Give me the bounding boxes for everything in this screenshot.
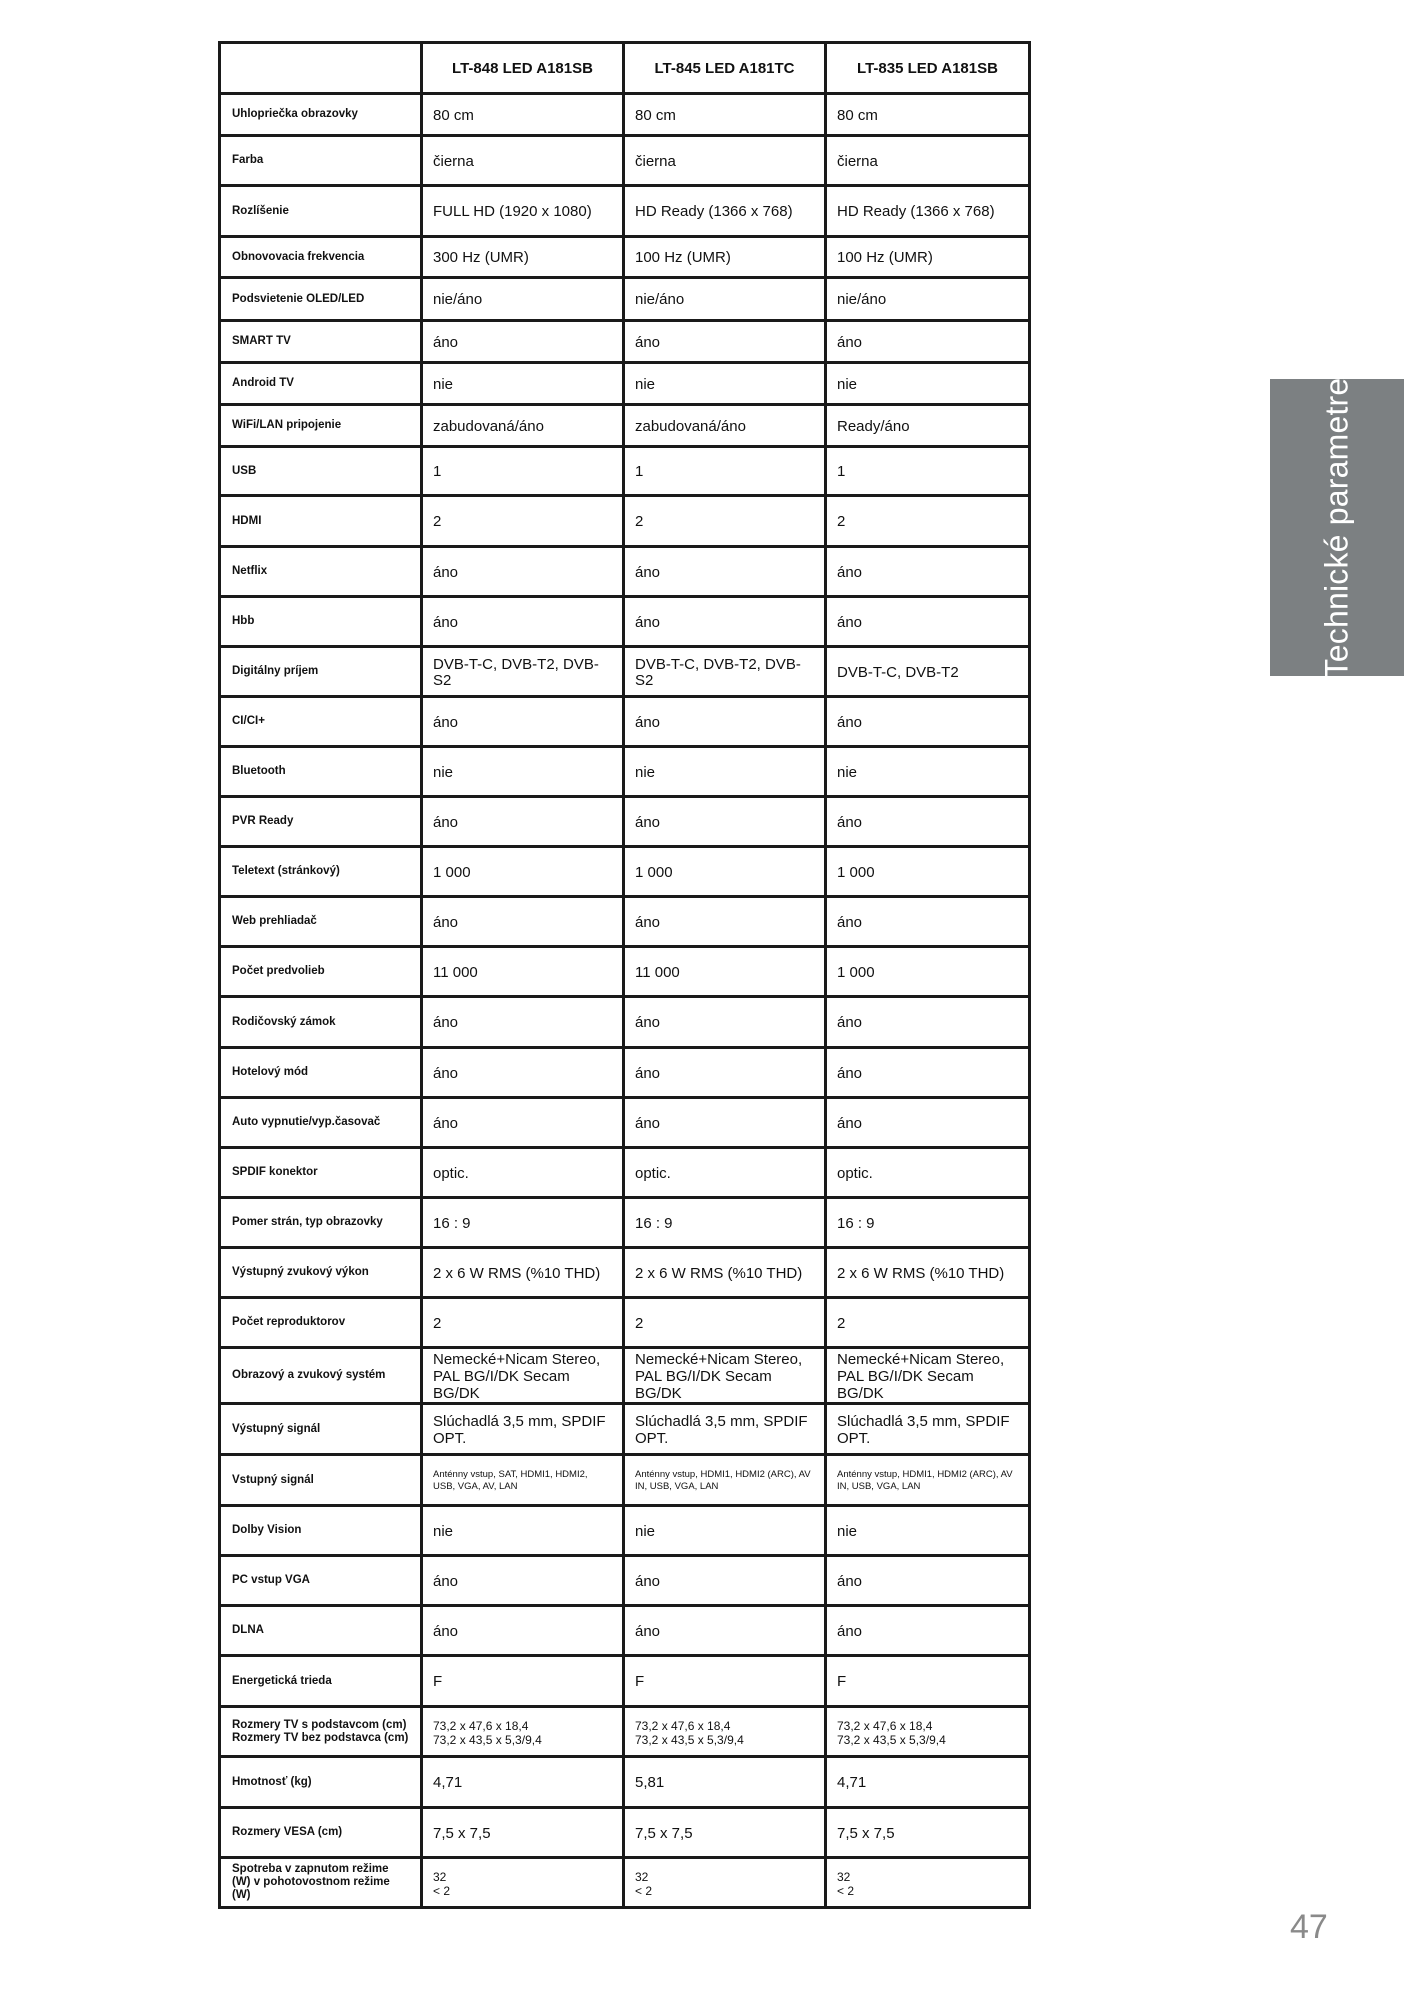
row-value-model-2: 73,2 x 47,6 x 18,4 73,2 x 43,5 x 5,3/9,4: [624, 1707, 826, 1757]
table-row: [220, 1556, 1030, 1606]
table-row: [220, 1148, 1030, 1198]
row-value-model-2: zabudovaná/áno: [624, 405, 826, 447]
row-value-model-3: 1 000: [826, 947, 1030, 997]
row-value-model-1: optic.: [422, 1148, 624, 1198]
row-label: Pomer strán, typ obrazovky: [220, 1198, 422, 1248]
row-label: DLNA: [220, 1606, 422, 1656]
row-value-model-3: Nemecké+Nicam Stereo, PAL BG/I/DK Secam BG/DK: [826, 1348, 1030, 1404]
table-row: [220, 278, 1030, 321]
row-label: PC vstup VGA: [220, 1556, 422, 1606]
row-value-model-2: Anténny vstup, HDMI1, HDMI2 (ARC), AV IN, USB, VGA, LAN: [624, 1455, 826, 1506]
row-value-model-2: áno: [624, 1556, 826, 1606]
row-value-model-3: F: [826, 1656, 1030, 1707]
row-value-model-2: 7,5 x 7,5: [624, 1808, 826, 1858]
row-label: SPDIF konektor: [220, 1148, 422, 1198]
row-label: Obnovovacia frekvencia: [220, 237, 422, 278]
row-value-model-2: 5,81: [624, 1757, 826, 1808]
table-row: [220, 597, 1030, 647]
table-row: [220, 1298, 1030, 1348]
table-row: [220, 1404, 1030, 1455]
row-value-model-1: áno: [422, 897, 624, 947]
row-value-model-2: áno: [624, 1048, 826, 1098]
row-label: Obrazový a zvukový systém: [220, 1348, 422, 1404]
side-tab: [1270, 379, 1404, 676]
row-value-model-2: 11 000: [624, 947, 826, 997]
row-label: Výstupný zvukový výkon: [220, 1248, 422, 1298]
row-value-model-2: áno: [624, 321, 826, 363]
row-label: Vstupný signál: [220, 1455, 422, 1506]
row-value-model-1: áno: [422, 797, 624, 847]
row-value-model-3: áno: [826, 997, 1030, 1048]
table-row: [220, 847, 1030, 897]
row-value-model-2: nie: [624, 363, 826, 405]
row-value-model-3: optic.: [826, 1148, 1030, 1198]
row-value-model-3: nie: [826, 1506, 1030, 1556]
row-label: Netflix: [220, 547, 422, 597]
row-value-model-1: F: [422, 1656, 624, 1707]
table-row: [220, 1757, 1030, 1808]
row-value-model-1: áno: [422, 1048, 624, 1098]
row-label: Hotelový mód: [220, 1048, 422, 1098]
row-value-model-3: 2: [826, 496, 1030, 547]
row-label: Energetická trieda: [220, 1656, 422, 1707]
table-row: [220, 547, 1030, 597]
row-label: Výstupný signál: [220, 1404, 422, 1455]
row-value-model-2: áno: [624, 547, 826, 597]
row-value-model-2: áno: [624, 1606, 826, 1656]
spec-table: [218, 41, 1031, 1909]
table-row: [220, 1048, 1030, 1098]
row-value-model-1: 2: [422, 496, 624, 547]
row-value-model-3: Slúchadlá 3,5 mm, SPDIF OPT.: [826, 1404, 1030, 1455]
row-value-model-3: Anténny vstup, HDMI1, HDMI2 (ARC), AV IN, USB, VGA, LAN: [826, 1455, 1030, 1506]
row-value-model-3: áno: [826, 547, 1030, 597]
row-value-model-1: nie/áno: [422, 278, 624, 321]
row-value-model-1: áno: [422, 321, 624, 363]
row-value-model-2: 2 x 6 W RMS (%10 THD): [624, 1248, 826, 1298]
row-label: Android TV: [220, 363, 422, 405]
row-value-model-3: nie: [826, 363, 1030, 405]
row-value-model-1: nie: [422, 747, 624, 797]
table-row: [220, 363, 1030, 405]
row-label: PVR Ready: [220, 797, 422, 847]
row-value-model-1: 2 x 6 W RMS (%10 THD): [422, 1248, 624, 1298]
row-value-model-3: 73,2 x 47,6 x 18,4 73,2 x 43,5 x 5,3/9,4: [826, 1707, 1030, 1757]
row-label: Spotreba v zapnutom režime (W) v pohotovostnom režime (W): [220, 1858, 422, 1908]
row-label: Bluetooth: [220, 747, 422, 797]
row-value-model-1: DVB-T-C, DVB-T2, DVB-S2: [422, 647, 624, 697]
header-model-2: LT-845 LED A181TC: [624, 43, 826, 94]
row-value-model-3: áno: [826, 1098, 1030, 1148]
row-value-model-2: 2: [624, 496, 826, 547]
row-label: Rodičovský zámok: [220, 997, 422, 1048]
row-value-model-3: nie/áno: [826, 278, 1030, 321]
row-value-model-1: Anténny vstup, SAT, HDMI1, HDMI2, USB, VGA, AV, LAN: [422, 1455, 624, 1506]
row-value-model-3: HD Ready (1366 x 768): [826, 186, 1030, 237]
header-model-1: LT-848 LED A181SB: [422, 43, 624, 94]
spec-body: [220, 94, 1030, 1908]
table-row: [220, 647, 1030, 697]
row-value-model-2: 16 : 9: [624, 1198, 826, 1248]
row-value-model-1: 2: [422, 1298, 624, 1348]
side-tab-label: Technické parametre: [1318, 377, 1355, 678]
row-value-model-2: HD Ready (1366 x 768): [624, 186, 826, 237]
row-value-model-3: áno: [826, 1048, 1030, 1098]
row-label: Rozlíšenie: [220, 186, 422, 237]
table-row: [220, 1348, 1030, 1404]
row-label: Rozmery VESA (cm): [220, 1808, 422, 1858]
row-label: SMART TV: [220, 321, 422, 363]
table-header-row: [220, 43, 1030, 94]
row-value-model-3: 32 < 2: [826, 1858, 1030, 1908]
row-value-model-3: 100 Hz (UMR): [826, 237, 1030, 278]
row-value-model-2: F: [624, 1656, 826, 1707]
row-value-model-1: nie: [422, 1506, 624, 1556]
table-row: [220, 1098, 1030, 1148]
row-value-model-1: 1 000: [422, 847, 624, 897]
row-value-model-3: 16 : 9: [826, 1198, 1030, 1248]
row-value-model-1: 4,71: [422, 1757, 624, 1808]
row-value-model-3: 1 000: [826, 847, 1030, 897]
row-label: USB: [220, 447, 422, 496]
row-value-model-1: áno: [422, 997, 624, 1048]
row-value-model-2: 1 000: [624, 847, 826, 897]
table-row: [220, 747, 1030, 797]
row-value-model-1: 73,2 x 47,6 x 18,4 73,2 x 43,5 x 5,3/9,4: [422, 1707, 624, 1757]
row-value-model-1: áno: [422, 1098, 624, 1148]
row-label: CI/CI+: [220, 697, 422, 747]
row-label: Dolby Vision: [220, 1506, 422, 1556]
row-value-model-3: áno: [826, 1606, 1030, 1656]
table-row: [220, 947, 1030, 997]
row-value-model-2: DVB-T-C, DVB-T2, DVB-S2: [624, 647, 826, 697]
row-label: Auto vypnutie/vyp.časovač: [220, 1098, 422, 1148]
table-row: [220, 186, 1030, 237]
row-value-model-3: 4,71: [826, 1757, 1030, 1808]
row-value-model-2: áno: [624, 1098, 826, 1148]
header-model-3: LT-835 LED A181SB: [826, 43, 1030, 94]
row-value-model-1: 7,5 x 7,5: [422, 1808, 624, 1858]
row-value-model-1: 1: [422, 447, 624, 496]
table-row: [220, 697, 1030, 747]
table-row: [220, 447, 1030, 496]
table-row: [220, 405, 1030, 447]
row-value-model-1: čierna: [422, 136, 624, 186]
row-value-model-2: nie: [624, 1506, 826, 1556]
table-row: [220, 897, 1030, 947]
row-label: Uhlopriečka obrazovky: [220, 94, 422, 136]
table-row: [220, 1506, 1030, 1556]
row-value-model-2: 32 < 2: [624, 1858, 826, 1908]
row-value-model-2: áno: [624, 897, 826, 947]
row-value-model-1: 32 < 2: [422, 1858, 624, 1908]
row-label: Počet predvolieb: [220, 947, 422, 997]
table-row: [220, 1808, 1030, 1858]
table-row: [220, 237, 1030, 278]
row-label: Farba: [220, 136, 422, 186]
row-value-model-3: áno: [826, 697, 1030, 747]
row-label: Teletext (stránkový): [220, 847, 422, 897]
table-row: [220, 94, 1030, 136]
table-row: [220, 997, 1030, 1048]
row-value-model-1: 80 cm: [422, 94, 624, 136]
row-value-model-1: Nemecké+Nicam Stereo, PAL BG/I/DK Secam BG/DK: [422, 1348, 624, 1404]
table-row: [220, 1248, 1030, 1298]
row-value-model-3: 1: [826, 447, 1030, 496]
row-value-model-3: áno: [826, 1556, 1030, 1606]
row-value-model-1: nie: [422, 363, 624, 405]
row-label: Podsvietenie OLED/LED: [220, 278, 422, 321]
row-value-model-2: 2: [624, 1298, 826, 1348]
page-number: 47: [1290, 1908, 1328, 1946]
row-value-model-1: Slúchadlá 3,5 mm, SPDIF OPT.: [422, 1404, 624, 1455]
row-label: Rozmery TV s podstavcom (cm) Rozmery TV bez podstavca (cm): [220, 1707, 422, 1757]
row-value-model-2: 1: [624, 447, 826, 496]
row-label: Digitálny príjem: [220, 647, 422, 697]
row-value-model-2: áno: [624, 697, 826, 747]
row-value-model-1: 11 000: [422, 947, 624, 997]
row-value-model-2: nie: [624, 747, 826, 797]
row-value-model-2: 80 cm: [624, 94, 826, 136]
row-value-model-3: 2 x 6 W RMS (%10 THD): [826, 1248, 1030, 1298]
row-value-model-2: Slúchadlá 3,5 mm, SPDIF OPT.: [624, 1404, 826, 1455]
row-label: Web prehliadač: [220, 897, 422, 947]
row-value-model-1: 16 : 9: [422, 1198, 624, 1248]
row-value-model-3: 80 cm: [826, 94, 1030, 136]
row-value-model-1: áno: [422, 547, 624, 597]
row-value-model-1: áno: [422, 597, 624, 647]
row-value-model-2: čierna: [624, 136, 826, 186]
row-label: Hbb: [220, 597, 422, 647]
table-row: [220, 136, 1030, 186]
row-value-model-2: optic.: [624, 1148, 826, 1198]
table-row: [220, 1198, 1030, 1248]
header-empty: [220, 43, 422, 94]
row-value-model-1: 300 Hz (UMR): [422, 237, 624, 278]
row-value-model-1: áno: [422, 697, 624, 747]
row-value-model-3: nie: [826, 747, 1030, 797]
row-label: Počet reproduktorov: [220, 1298, 422, 1348]
table-row: [220, 496, 1030, 547]
row-value-model-3: čierna: [826, 136, 1030, 186]
row-value-model-2: áno: [624, 797, 826, 847]
row-value-model-3: 2: [826, 1298, 1030, 1348]
row-label: HDMI: [220, 496, 422, 547]
row-value-model-3: Ready/áno: [826, 405, 1030, 447]
row-label: WiFi/LAN pripojenie: [220, 405, 422, 447]
row-value-model-2: nie/áno: [624, 278, 826, 321]
row-value-model-1: áno: [422, 1606, 624, 1656]
table-row: [220, 1656, 1030, 1707]
row-value-model-3: áno: [826, 797, 1030, 847]
row-value-model-3: áno: [826, 897, 1030, 947]
row-value-model-3: 7,5 x 7,5: [826, 1808, 1030, 1858]
table-row: [220, 1707, 1030, 1757]
table-row: [220, 1455, 1030, 1506]
row-value-model-3: DVB-T-C, DVB-T2: [826, 647, 1030, 697]
row-value-model-1: áno: [422, 1556, 624, 1606]
row-value-model-1: zabudovaná/áno: [422, 405, 624, 447]
table-row: [220, 1606, 1030, 1656]
row-value-model-1: FULL HD (1920 x 1080): [422, 186, 624, 237]
row-value-model-2: áno: [624, 597, 826, 647]
row-value-model-3: áno: [826, 321, 1030, 363]
table-row: [220, 797, 1030, 847]
row-value-model-2: 100 Hz (UMR): [624, 237, 826, 278]
row-value-model-2: Nemecké+Nicam Stereo, PAL BG/I/DK Secam BG/DK: [624, 1348, 826, 1404]
table-row: [220, 321, 1030, 363]
table-row: [220, 1858, 1030, 1908]
row-value-model-2: áno: [624, 997, 826, 1048]
row-label: Hmotnosť (kg): [220, 1757, 422, 1808]
row-value-model-3: áno: [826, 597, 1030, 647]
